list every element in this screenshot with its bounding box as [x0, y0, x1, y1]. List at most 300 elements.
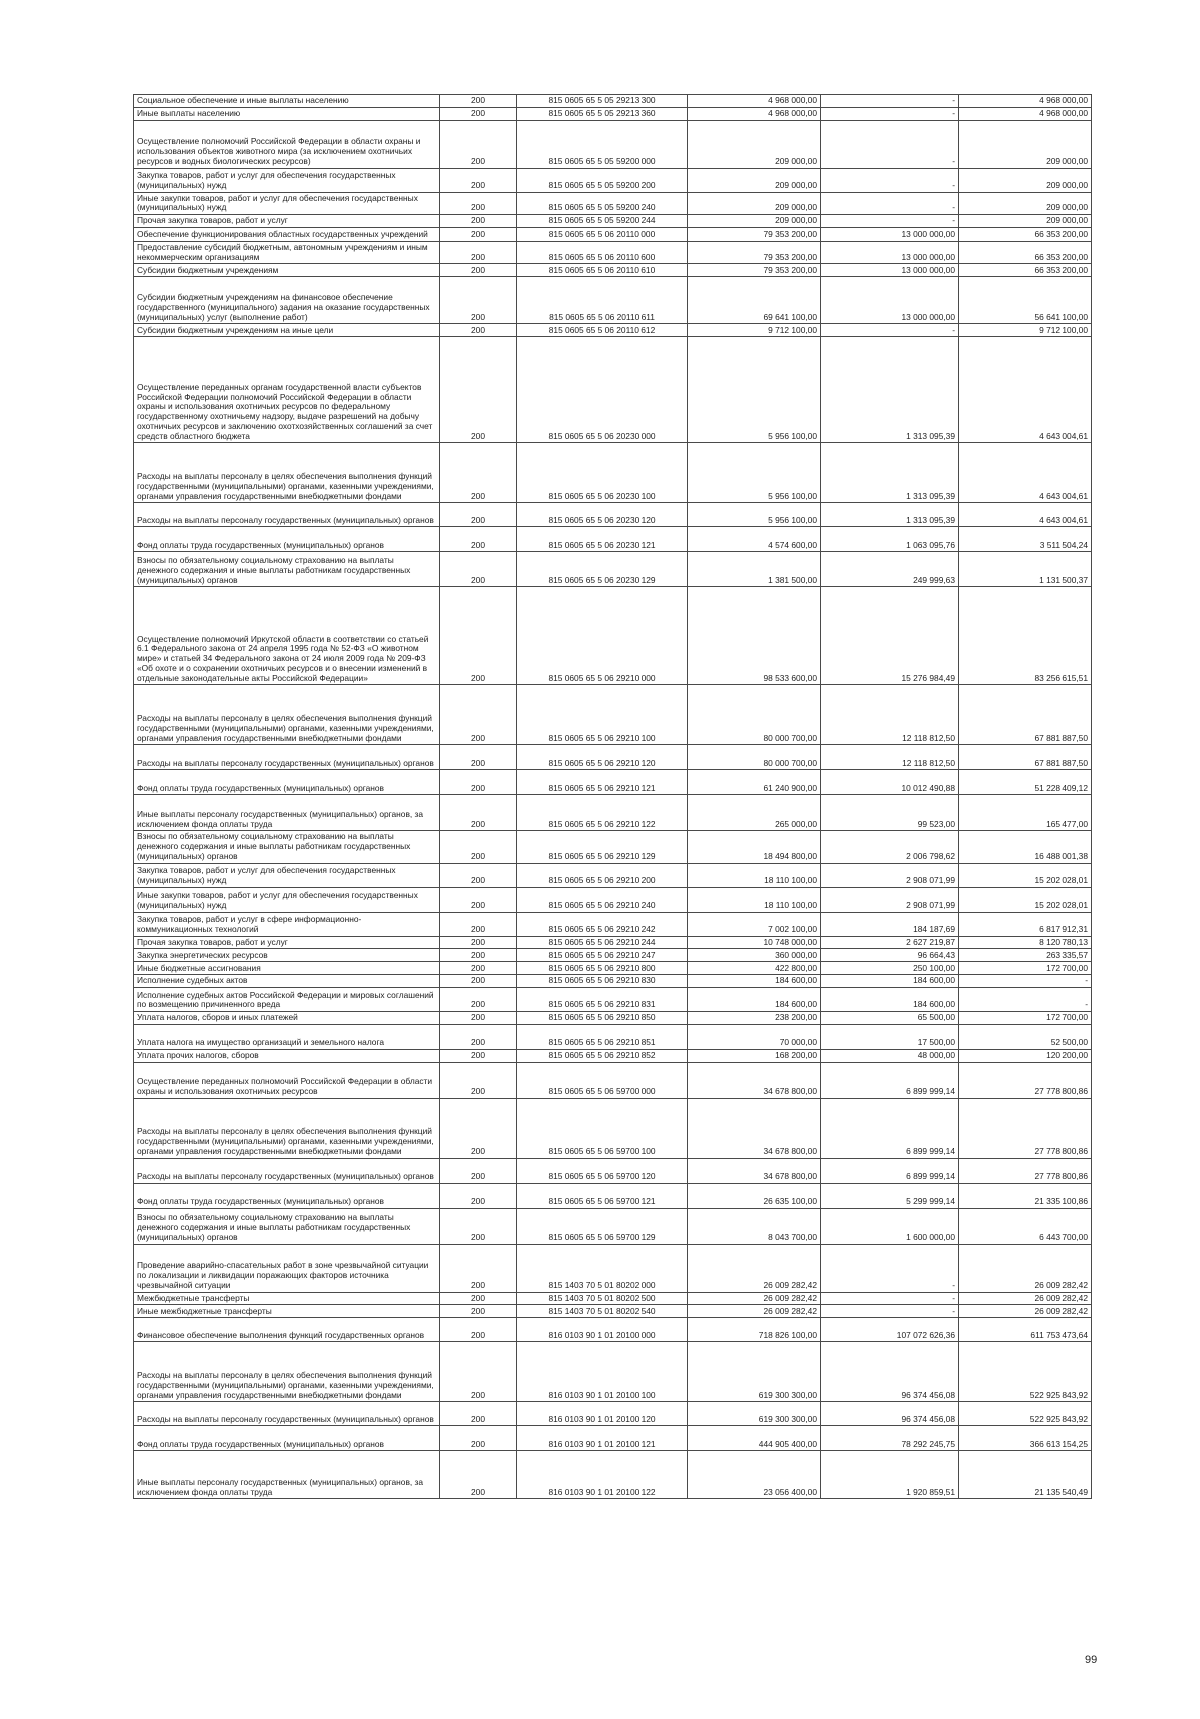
table-row	[134, 962, 1092, 975]
cell-code: 815 0605 65 5 06 59700 100	[517, 1098, 688, 1158]
table-row	[134, 685, 1092, 745]
cell-rest: 51 228 409,12	[959, 770, 1092, 795]
cell-plan: 79 353 200,00	[688, 264, 821, 277]
cell-done: 2 006 798,62	[821, 831, 959, 863]
cell-rest: 67 881 887,50	[959, 685, 1092, 745]
table-row	[134, 277, 1092, 324]
cell-plan: 34 678 800,00	[688, 1062, 821, 1098]
table-row	[134, 443, 1092, 503]
cell-name: Иные закупки товаров, работ и услуг для обеспечения государственных (муниципальных) нужд	[134, 887, 440, 912]
table-row	[134, 1183, 1092, 1208]
cell-plan: 209 000,00	[688, 192, 821, 215]
cell-kvr: 200	[440, 770, 517, 795]
cell-kvr: 200	[440, 1098, 517, 1158]
cell-code: 815 0605 65 5 06 20110 600	[517, 241, 688, 264]
cell-rest: 4 643 004,61	[959, 503, 1092, 527]
cell-done: -	[821, 215, 959, 228]
cell-done: -	[821, 324, 959, 337]
cell-name: Финансовое обеспечение выполнения функций государственных органов	[134, 1318, 440, 1342]
cell-rest: 6 817 912,31	[959, 912, 1092, 936]
table-row	[134, 1244, 1092, 1292]
table-row	[134, 552, 1092, 587]
cell-name: Взносы по обязательному социальному страхованию на выплаты денежного содержания и иные выплаты работникам государственных (муниципальных) органов	[134, 552, 440, 587]
cell-plan: 1 381 500,00	[688, 552, 821, 587]
table-row	[134, 949, 1092, 962]
cell-rest: 26 009 282,42	[959, 1244, 1092, 1292]
cell-rest: -	[959, 975, 1092, 988]
cell-plan: 209 000,00	[688, 120, 821, 168]
cell-done: 96 374 456,08	[821, 1402, 959, 1426]
cell-code: 815 0605 65 5 06 59700 120	[517, 1158, 688, 1183]
table-row	[134, 1292, 1092, 1305]
cell-rest: 83 256 615,51	[959, 587, 1092, 685]
cell-done: 184 600,00	[821, 988, 959, 1012]
cell-name: Закупка товаров, работ и услуг для обеспечения государственных (муниципальных) нужд	[134, 863, 440, 887]
cell-name: Субсидии бюджетным учреждениям	[134, 264, 440, 277]
cell-code: 815 0605 65 5 06 29210 244	[517, 936, 688, 949]
table-row	[134, 107, 1092, 120]
cell-plan: 619 300 300,00	[688, 1342, 821, 1402]
cell-plan: 265 000,00	[688, 795, 821, 831]
cell-done: 13 000 000,00	[821, 241, 959, 264]
cell-kvr: 200	[440, 1183, 517, 1208]
cell-rest: 4 643 004,61	[959, 443, 1092, 503]
cell-name: Субсидии бюджетным учреждениям на финансовое обеспечение государственного (муниципального) задания на оказание государственных (муниципальных) услуг (выполнение работ)	[134, 277, 440, 324]
cell-name: Осуществление полномочий Российской Федерации в области охраны и использования объектов животного мира (за исключением охотничьих ресурсов и водных биологических ресурсов)	[134, 120, 440, 168]
cell-rest: 165 477,00	[959, 795, 1092, 831]
cell-name: Проведение аварийно-спасательных работ в зоне чрезвычайной ситуации по локализации и ликвидации поражающих факторов источника чрезвычайной ситуации	[134, 1244, 440, 1292]
cell-plan: 61 240 900,00	[688, 770, 821, 795]
cell-done: 13 000 000,00	[821, 227, 959, 241]
cell-done: 65 500,00	[821, 1012, 959, 1025]
cell-done: 96 374 456,08	[821, 1342, 959, 1402]
cell-code: 815 0605 65 5 06 29210 851	[517, 1024, 688, 1049]
table-row	[134, 1062, 1092, 1098]
cell-plan: 5 956 100,00	[688, 443, 821, 503]
cell-rest: 26 009 282,42	[959, 1305, 1092, 1318]
cell-code: 815 0605 65 5 06 29210 850	[517, 1012, 688, 1025]
cell-kvr: 200	[440, 1208, 517, 1244]
cell-plan: 23 056 400,00	[688, 1451, 821, 1499]
table-row	[134, 975, 1092, 988]
table-row	[134, 1024, 1092, 1049]
cell-plan: 18 110 100,00	[688, 863, 821, 887]
cell-code: 815 0605 65 5 06 29210 800	[517, 962, 688, 975]
cell-kvr: 200	[440, 912, 517, 936]
cell-name: Расходы на выплаты персоналу государственных (муниципальных) органов	[134, 503, 440, 527]
cell-kvr: 200	[440, 1062, 517, 1098]
cell-kvr: 200	[440, 215, 517, 228]
cell-plan: 360 000,00	[688, 949, 821, 962]
cell-done: -	[821, 95, 959, 108]
cell-code: 815 0605 65 5 06 29210 247	[517, 949, 688, 962]
table-row	[134, 1012, 1092, 1025]
cell-kvr: 200	[440, 120, 517, 168]
cell-kvr: 200	[440, 95, 517, 108]
cell-name: Расходы на выплаты персоналу в целях обеспечения выполнения функций государственными (муниципальными) органами, казенными учреждениями, органами управления государственными внебюджетными фондами	[134, 685, 440, 745]
cell-kvr: 200	[440, 831, 517, 863]
cell-kvr: 200	[440, 1318, 517, 1342]
cell-kvr: 200	[440, 503, 517, 527]
cell-plan: 7 002 100,00	[688, 912, 821, 936]
table-row	[134, 1318, 1092, 1342]
cell-rest: 15 202 028,01	[959, 887, 1092, 912]
cell-rest: 66 353 200,00	[959, 241, 1092, 264]
cell-plan: 4 574 600,00	[688, 527, 821, 552]
cell-kvr: 200	[440, 324, 517, 337]
cell-kvr: 200	[440, 337, 517, 443]
cell-code: 815 0605 65 5 06 20230 121	[517, 527, 688, 552]
cell-rest: 1 131 500,37	[959, 552, 1092, 587]
cell-rest: 209 000,00	[959, 120, 1092, 168]
cell-done: 78 292 245,75	[821, 1426, 959, 1451]
cell-name: Социальное обеспечение и иные выплаты населению	[134, 95, 440, 108]
cell-plan: 18 494 800,00	[688, 831, 821, 863]
cell-kvr: 200	[440, 1451, 517, 1499]
cell-kvr: 200	[440, 795, 517, 831]
table-row	[134, 337, 1092, 443]
cell-plan: 209 000,00	[688, 168, 821, 192]
table-row	[134, 912, 1092, 936]
cell-done: 13 000 000,00	[821, 277, 959, 324]
cell-rest: 16 488 001,38	[959, 831, 1092, 863]
cell-kvr: 200	[440, 277, 517, 324]
cell-name: Иные бюджетные ассигнования	[134, 962, 440, 975]
cell-code: 815 0605 65 5 06 29210 242	[517, 912, 688, 936]
cell-plan: 5 956 100,00	[688, 503, 821, 527]
cell-code: 816 0103 90 1 01 20100 100	[517, 1342, 688, 1402]
cell-kvr: 200	[440, 264, 517, 277]
table-row	[134, 1098, 1092, 1158]
cell-kvr: 200	[440, 975, 517, 988]
table-row	[134, 1208, 1092, 1244]
cell-rest: 172 700,00	[959, 962, 1092, 975]
cell-done: 12 118 812,50	[821, 745, 959, 770]
table-row	[134, 527, 1092, 552]
cell-done: -	[821, 1305, 959, 1318]
cell-name: Исполнение судебных актов	[134, 975, 440, 988]
cell-code: 815 0605 65 5 06 29210 122	[517, 795, 688, 831]
cell-kvr: 200	[440, 1292, 517, 1305]
cell-code: 816 0103 90 1 01 20100 121	[517, 1426, 688, 1451]
cell-name: Обеспечение функционирования областных государственных учреждений	[134, 227, 440, 241]
cell-done: 15 276 984,49	[821, 587, 959, 685]
table-row	[134, 587, 1092, 685]
cell-name: Прочая закупка товаров, работ и услуг	[134, 215, 440, 228]
cell-kvr: 200	[440, 443, 517, 503]
cell-kvr: 200	[440, 936, 517, 949]
cell-code: 815 0605 65 5 05 29213 360	[517, 107, 688, 120]
cell-code: 815 0605 65 5 06 20110 612	[517, 324, 688, 337]
cell-rest: 9 712 100,00	[959, 324, 1092, 337]
cell-kvr: 200	[440, 1024, 517, 1049]
cell-name: Взносы по обязательному социальному страхованию на выплаты денежного содержания и иные выплаты работникам государственных (муниципальных) органов	[134, 1208, 440, 1244]
cell-name: Исполнение судебных актов Российской Федерации и мировых соглашений по возмещению причиненного вреда	[134, 988, 440, 1012]
cell-name: Межбюджетные трансферты	[134, 1292, 440, 1305]
table-row	[134, 1426, 1092, 1451]
cell-name: Взносы по обязательному социальному страхованию на выплаты денежного содержания и иные выплаты работникам государственных (муниципальных) органов	[134, 831, 440, 863]
cell-kvr: 200	[440, 1402, 517, 1426]
cell-rest: 611 753 473,64	[959, 1318, 1092, 1342]
cell-rest: 21 135 540,49	[959, 1451, 1092, 1499]
cell-name: Осуществление полномочий Иркутской области в соответствии со статьей 6.1 Федерального закона от 24 апреля 1995 года № 52-ФЗ «О животном мире» и статьей 34 Федерального закона от 24 июля 2009 года № 209-ФЗ «Об охоте и о сохранении охотничьих ресурсов и о внесении изменений в отдельные законодательные акты Российской Федерации»	[134, 587, 440, 685]
cell-code: 815 0605 65 5 06 29210 129	[517, 831, 688, 863]
table-row	[134, 770, 1092, 795]
cell-plan: 26 009 282,42	[688, 1305, 821, 1318]
cell-plan: 79 353 200,00	[688, 241, 821, 264]
cell-plan: 18 110 100,00	[688, 887, 821, 912]
cell-done: 1 313 095,39	[821, 337, 959, 443]
page-number: 99	[1085, 1654, 1098, 1666]
cell-kvr: 200	[440, 988, 517, 1012]
table-row	[134, 1305, 1092, 1318]
cell-code: 815 0605 65 5 06 29210 830	[517, 975, 688, 988]
cell-name: Иные межбюджетные трансферты	[134, 1305, 440, 1318]
table-row	[134, 95, 1092, 108]
cell-done: 1 920 859,51	[821, 1451, 959, 1499]
cell-code: 815 0605 65 5 06 29210 240	[517, 887, 688, 912]
cell-plan: 184 600,00	[688, 988, 821, 1012]
cell-rest: 27 778 800,86	[959, 1062, 1092, 1098]
cell-rest: 15 202 028,01	[959, 863, 1092, 887]
cell-kvr: 200	[440, 587, 517, 685]
cell-done: -	[821, 1244, 959, 1292]
cell-rest: 3 511 504,24	[959, 527, 1092, 552]
cell-code: 815 0605 65 5 06 59700 121	[517, 1183, 688, 1208]
cell-done: 107 072 626,36	[821, 1318, 959, 1342]
cell-code: 815 0605 65 5 06 29210 000	[517, 587, 688, 685]
cell-code: 815 0605 65 5 06 20230 120	[517, 503, 688, 527]
cell-rest: 522 925 843,92	[959, 1402, 1092, 1426]
cell-kvr: 200	[440, 1049, 517, 1062]
cell-kvr: 200	[440, 1012, 517, 1025]
cell-plan: 9 712 100,00	[688, 324, 821, 337]
table-row	[134, 192, 1092, 215]
cell-name: Расходы на выплаты персоналу в целях обеспечения выполнения функций государственными (муниципальными) органами, казенными учреждениями, органами управления государственными внебюджетными фондами	[134, 443, 440, 503]
cell-done: 1 313 095,39	[821, 503, 959, 527]
cell-kvr: 200	[440, 1426, 517, 1451]
cell-name: Иные закупки товаров, работ и услуг для обеспечения государственных (муниципальных) нужд	[134, 192, 440, 215]
cell-code: 815 0605 65 5 06 29210 121	[517, 770, 688, 795]
cell-code: 815 0605 65 5 06 20110 611	[517, 277, 688, 324]
budget-execution-table	[133, 94, 1092, 1499]
cell-plan: 168 200,00	[688, 1049, 821, 1062]
table-row	[134, 936, 1092, 949]
cell-code: 815 0605 65 5 06 20230 100	[517, 443, 688, 503]
cell-kvr: 200	[440, 241, 517, 264]
cell-rest: 66 353 200,00	[959, 227, 1092, 241]
cell-plan: 79 353 200,00	[688, 227, 821, 241]
cell-rest: 66 353 200,00	[959, 264, 1092, 277]
table-row	[134, 1451, 1092, 1499]
cell-name: Фонд оплаты труда государственных (муниципальных) органов	[134, 770, 440, 795]
cell-plan: 80 000 700,00	[688, 745, 821, 770]
cell-kvr: 200	[440, 745, 517, 770]
table-row	[134, 168, 1092, 192]
cell-plan: 4 968 000,00	[688, 95, 821, 108]
cell-plan: 26 635 100,00	[688, 1183, 821, 1208]
cell-code: 815 0605 65 5 06 29210 200	[517, 863, 688, 887]
cell-name: Фонд оплаты труда государственных (муниципальных) органов	[134, 527, 440, 552]
cell-done: 250 100,00	[821, 962, 959, 975]
cell-plan: 619 300 300,00	[688, 1402, 821, 1426]
cell-rest: 263 335,57	[959, 949, 1092, 962]
cell-plan: 238 200,00	[688, 1012, 821, 1025]
cell-rest: 4 968 000,00	[959, 107, 1092, 120]
cell-name: Уплата налога на имущество организаций и земельного налога	[134, 1024, 440, 1049]
cell-code: 815 0605 65 5 05 29213 300	[517, 95, 688, 108]
cell-kvr: 200	[440, 685, 517, 745]
cell-kvr: 200	[440, 552, 517, 587]
cell-name: Иные выплаты персоналу государственных (муниципальных) органов, за исключением фонда оплаты труда	[134, 795, 440, 831]
cell-plan: 26 009 282,42	[688, 1292, 821, 1305]
cell-rest: 6 443 700,00	[959, 1208, 1092, 1244]
cell-kvr: 200	[440, 107, 517, 120]
cell-code: 816 0103 90 1 01 20100 000	[517, 1318, 688, 1342]
cell-name: Расходы на выплаты персоналу государственных (муниципальных) органов	[134, 745, 440, 770]
cell-code: 815 0605 65 5 06 59700 000	[517, 1062, 688, 1098]
cell-name: Расходы на выплаты персоналу государственных (муниципальных) органов	[134, 1402, 440, 1426]
cell-code: 815 0605 65 5 06 20230 000	[517, 337, 688, 443]
cell-rest: 67 881 887,50	[959, 745, 1092, 770]
cell-done: 12 118 812,50	[821, 685, 959, 745]
table-row	[134, 831, 1092, 863]
cell-code: 815 0605 65 5 05 59200 244	[517, 215, 688, 228]
cell-code: 815 0605 65 5 06 29210 831	[517, 988, 688, 1012]
table-row	[134, 241, 1092, 264]
cell-code: 815 0605 65 5 06 20110 000	[517, 227, 688, 241]
table-row	[134, 503, 1092, 527]
cell-kvr: 200	[440, 1305, 517, 1318]
cell-code: 815 0605 65 5 06 20110 610	[517, 264, 688, 277]
table-row	[134, 988, 1092, 1012]
cell-plan: 10 748 000,00	[688, 936, 821, 949]
cell-plan: 5 956 100,00	[688, 337, 821, 443]
cell-plan: 34 678 800,00	[688, 1098, 821, 1158]
cell-done: 2 908 071,99	[821, 863, 959, 887]
cell-plan: 422 800,00	[688, 962, 821, 975]
cell-plan: 444 905 400,00	[688, 1426, 821, 1451]
cell-code: 815 0605 65 5 06 29210 852	[517, 1049, 688, 1062]
cell-name: Расходы на выплаты персоналу государственных (муниципальных) органов	[134, 1158, 440, 1183]
cell-rest: 56 641 100,00	[959, 277, 1092, 324]
cell-name: Расходы на выплаты персоналу в целях обеспечения выполнения функций государственными (муниципальными) органами, казенными учреждениями, органами управления государственными внебюджетными фондами	[134, 1098, 440, 1158]
cell-name: Уплата прочих налогов, сборов	[134, 1049, 440, 1062]
cell-kvr: 200	[440, 1158, 517, 1183]
table-row	[134, 215, 1092, 228]
cell-kvr: 200	[440, 527, 517, 552]
cell-rest: 209 000,00	[959, 168, 1092, 192]
cell-done: 17 500,00	[821, 1024, 959, 1049]
cell-plan: 184 600,00	[688, 975, 821, 988]
cell-done: -	[821, 107, 959, 120]
cell-done: 1 313 095,39	[821, 443, 959, 503]
cell-name: Фонд оплаты труда государственных (муниципальных) органов	[134, 1426, 440, 1451]
cell-rest: 26 009 282,42	[959, 1292, 1092, 1305]
cell-done: -	[821, 168, 959, 192]
table-row	[134, 795, 1092, 831]
cell-done: 2 908 071,99	[821, 887, 959, 912]
cell-code: 815 0605 65 5 06 20230 129	[517, 552, 688, 587]
cell-code: 815 0605 65 5 06 59700 129	[517, 1208, 688, 1244]
cell-rest: 21 335 100,86	[959, 1183, 1092, 1208]
table-row	[134, 1342, 1092, 1402]
cell-rest: 4 643 004,61	[959, 337, 1092, 443]
cell-name: Расходы на выплаты персоналу в целях обеспечения выполнения функций государственными (муниципальными) органами, казенными учреждениями, органами управления государственными внебюджетными фондами	[134, 1342, 440, 1402]
cell-code: 815 1403 70 5 01 80202 500	[517, 1292, 688, 1305]
cell-done: 249 999,63	[821, 552, 959, 587]
cell-rest: 522 925 843,92	[959, 1342, 1092, 1402]
cell-rest: 209 000,00	[959, 192, 1092, 215]
cell-rest: 209 000,00	[959, 215, 1092, 228]
cell-kvr: 200	[440, 887, 517, 912]
cell-kvr: 200	[440, 192, 517, 215]
cell-name: Иные выплаты персоналу государственных (муниципальных) органов, за исключением фонда оплаты труда	[134, 1451, 440, 1499]
cell-done: 13 000 000,00	[821, 264, 959, 277]
cell-name: Предоставление субсидий бюджетным, автономным учреждениям и иным некоммерческим организациям	[134, 241, 440, 264]
cell-name: Фонд оплаты труда государственных (муниципальных) органов	[134, 1183, 440, 1208]
cell-kvr: 200	[440, 962, 517, 975]
cell-rest: 366 613 154,25	[959, 1426, 1092, 1451]
cell-plan: 718 826 100,00	[688, 1318, 821, 1342]
cell-name: Осуществление переданных полномочий Российской Федерации в области охраны и использования охотничьих ресурсов	[134, 1062, 440, 1098]
cell-done: 184 600,00	[821, 975, 959, 988]
cell-rest: 52 500,00	[959, 1024, 1092, 1049]
cell-done: 96 664,43	[821, 949, 959, 962]
cell-done: 184 187,69	[821, 912, 959, 936]
cell-kvr: 200	[440, 1244, 517, 1292]
table-body	[134, 95, 1092, 1499]
cell-kvr: 200	[440, 168, 517, 192]
cell-rest: 27 778 800,86	[959, 1098, 1092, 1158]
cell-code: 815 0605 65 5 05 59200 200	[517, 168, 688, 192]
table-row	[134, 1402, 1092, 1426]
table-row	[134, 863, 1092, 887]
cell-rest: -	[959, 988, 1092, 1012]
cell-done: 6 899 999,14	[821, 1098, 959, 1158]
cell-rest: 27 778 800,86	[959, 1158, 1092, 1183]
table-row	[134, 887, 1092, 912]
cell-name: Иные выплаты населению	[134, 107, 440, 120]
cell-plan: 98 533 600,00	[688, 587, 821, 685]
table-row	[134, 1158, 1092, 1183]
cell-done: 5 299 999,14	[821, 1183, 959, 1208]
cell-code: 815 0605 65 5 06 29210 100	[517, 685, 688, 745]
cell-code: 815 1403 70 5 01 80202 000	[517, 1244, 688, 1292]
cell-done: 6 899 999,14	[821, 1158, 959, 1183]
cell-name: Закупка товаров, работ и услуг в сфере информационно-коммуникационных технологий	[134, 912, 440, 936]
cell-plan: 8 043 700,00	[688, 1208, 821, 1244]
cell-done: 48 000,00	[821, 1049, 959, 1062]
cell-name: Осуществление переданных органам государственной власти субъектов Российской Федерации полномочий Российской Федерации в области охраны и использования охотничьих ресурсов по федеральному государственному охотничьему надзору, выдаче разрешений на добычу охотничьих ресурсов и заключению охотхозяйственных соглашений за счет средств областного бюджета	[134, 337, 440, 443]
table-row	[134, 1049, 1092, 1062]
cell-done: 6 899 999,14	[821, 1062, 959, 1098]
cell-done: 99 523,00	[821, 795, 959, 831]
cell-kvr: 200	[440, 227, 517, 241]
table-row	[134, 324, 1092, 337]
cell-plan: 26 009 282,42	[688, 1244, 821, 1292]
cell-done: 10 012 490,88	[821, 770, 959, 795]
cell-name: Закупка товаров, работ и услуг для обеспечения государственных (муниципальных) нужд	[134, 168, 440, 192]
cell-rest: 120 200,00	[959, 1049, 1092, 1062]
cell-name: Закупка энергетических ресурсов	[134, 949, 440, 962]
table-row	[134, 120, 1092, 168]
cell-plan: 4 968 000,00	[688, 107, 821, 120]
cell-code: 816 0103 90 1 01 20100 120	[517, 1402, 688, 1426]
cell-rest: 8 120 780,13	[959, 936, 1092, 949]
cell-code: 815 0605 65 5 06 29210 120	[517, 745, 688, 770]
table-row	[134, 745, 1092, 770]
